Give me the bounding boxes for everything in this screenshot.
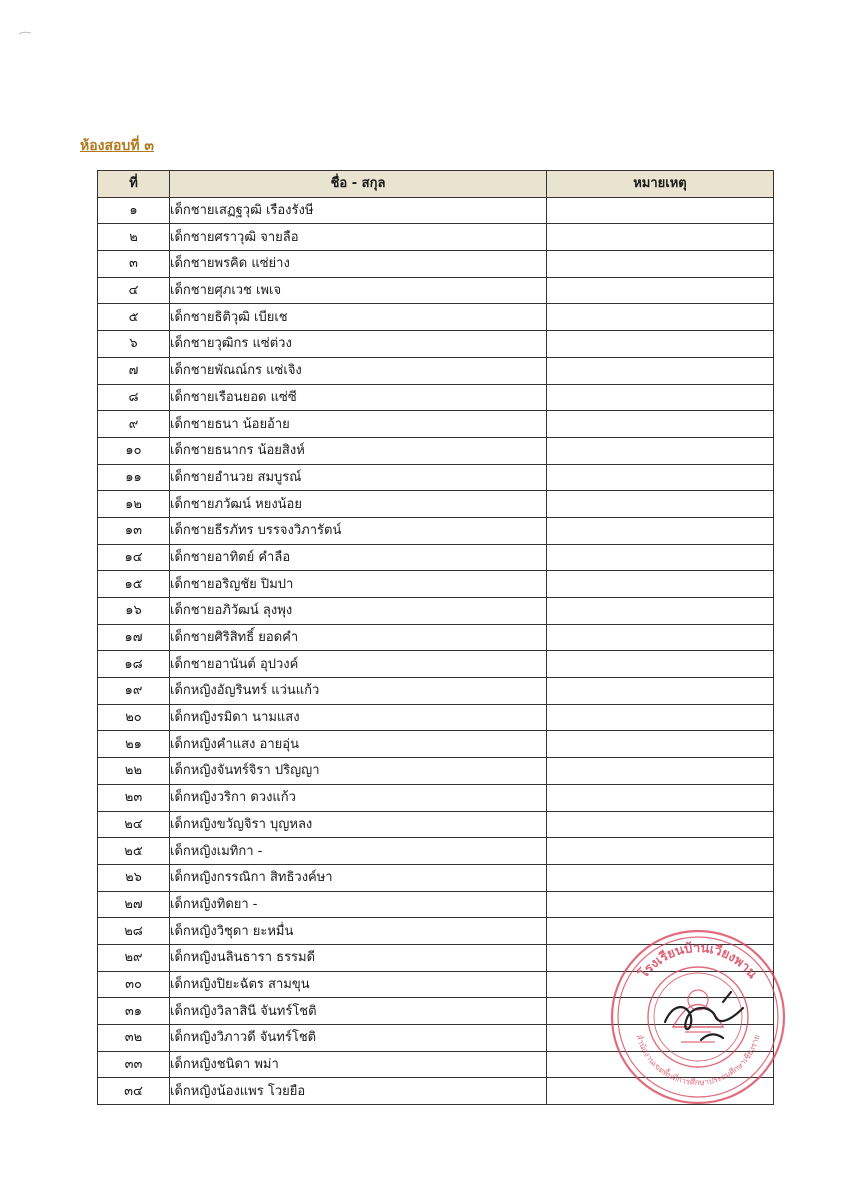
remark-cell xyxy=(547,331,774,358)
header-name: ชื่อ - สกุล xyxy=(170,171,547,198)
remark-cell xyxy=(547,838,774,865)
row-number: ๑๙ xyxy=(98,678,170,705)
student-name: เด็กหญิงชนิดา พม่า xyxy=(170,1051,547,1078)
table-row xyxy=(98,544,774,571)
row-number: ๖ xyxy=(98,331,170,358)
student-name: เด็กหญิงรมิดา นามแสง xyxy=(170,704,547,731)
remark-cell xyxy=(547,491,774,518)
table-row xyxy=(98,251,774,278)
table-row xyxy=(98,811,774,838)
remark-cell xyxy=(547,304,774,331)
remark-cell xyxy=(547,384,774,411)
header-note: หมายเหตุ xyxy=(547,171,774,198)
row-number: ๒๘ xyxy=(98,918,170,945)
remark-cell xyxy=(547,571,774,598)
student-name: เด็กชายธนากร น้อยสิงห์ xyxy=(170,437,547,464)
row-number: ๓๓ xyxy=(98,1051,170,1078)
remark-cell xyxy=(547,357,774,384)
student-name: เด็กหญิงทิดยา - xyxy=(170,891,547,918)
row-number: ๓๑ xyxy=(98,998,170,1025)
student-name: เด็กหญิงคำแสง อายอุ่น xyxy=(170,731,547,758)
remark-cell xyxy=(547,758,774,785)
table-row xyxy=(98,517,774,544)
table-row xyxy=(98,464,774,491)
student-name: เด็กหญิงเมทิกา - xyxy=(170,838,547,865)
table-row xyxy=(98,704,774,731)
student-name: เด็กหญิงวิภาวดี จันทร์โชติ xyxy=(170,1025,547,1052)
table-row xyxy=(98,357,774,384)
row-number: ๕ xyxy=(98,304,170,331)
remark-cell xyxy=(547,411,774,438)
remark-cell xyxy=(547,437,774,464)
table-row xyxy=(98,838,774,865)
row-number: ๑๒ xyxy=(98,491,170,518)
row-number: ๒๕ xyxy=(98,838,170,865)
row-number: ๑๗ xyxy=(98,624,170,651)
student-name: เด็กหญิงจันทร์จิรา ปริญญา xyxy=(170,758,547,785)
row-number: ๓๔ xyxy=(98,1078,170,1105)
remark-cell xyxy=(547,251,774,278)
table-row xyxy=(98,197,774,224)
student-name: เด็กชายเสฏฐวุฒิ เรืองรังษี xyxy=(170,197,547,224)
row-number: ๙ xyxy=(98,411,170,438)
student-name: เด็กชายศิริสิทธิ์ ยอดคำ xyxy=(170,624,547,651)
table-row xyxy=(98,277,774,304)
remark-cell xyxy=(547,224,774,251)
row-number: ๒๗ xyxy=(98,891,170,918)
student-name: เด็กหญิงวิชุดา ยะหมื่น xyxy=(170,918,547,945)
row-number: ๔ xyxy=(98,277,170,304)
header-number: ที่ xyxy=(98,171,170,198)
student-name: เด็กชายพรคิด แซ่ย่าง xyxy=(170,251,547,278)
svg-text:โรงเรียนบ้านเวียงพาน xyxy=(634,940,759,982)
row-number: ๒๖ xyxy=(98,864,170,891)
remark-cell xyxy=(547,624,774,651)
student-name: เด็กหญิงกรรณิกา สิทธิวงค์ษา xyxy=(170,864,547,891)
remark-cell xyxy=(547,464,774,491)
student-name: เด็กชายอริญชัย ปิมปา xyxy=(170,571,547,598)
remark-cell xyxy=(547,731,774,758)
remark-cell xyxy=(547,864,774,891)
row-number: ๑๑ xyxy=(98,464,170,491)
student-name: เด็กชายภวัฒน์ หยงน้อย xyxy=(170,491,547,518)
row-number: ๑๐ xyxy=(98,437,170,464)
remark-cell xyxy=(547,517,774,544)
student-name: เด็กชายอานันต์ อุปวงค์ xyxy=(170,651,547,678)
table-row xyxy=(98,224,774,251)
table-row xyxy=(98,624,774,651)
row-number: ๑๕ xyxy=(98,571,170,598)
table-row xyxy=(98,571,774,598)
remark-cell xyxy=(547,784,774,811)
row-number: ๑๔ xyxy=(98,544,170,571)
remark-cell xyxy=(547,811,774,838)
student-name: เด็กหญิงนลินธารา ธรรมดี xyxy=(170,944,547,971)
row-number: ๒๑ xyxy=(98,731,170,758)
row-number: ๒๒ xyxy=(98,758,170,785)
remark-cell xyxy=(547,197,774,224)
student-name: เด็กชายธิติวุฒิ เบียเช xyxy=(170,304,547,331)
student-name: เด็กชายธนา น้อยอ้าย xyxy=(170,411,547,438)
row-number: ๒ xyxy=(98,224,170,251)
table-row xyxy=(98,891,774,918)
signature-icon xyxy=(665,992,743,1040)
table-row xyxy=(98,331,774,358)
student-name: เด็กชายอาทิตย์ คำลือ xyxy=(170,544,547,571)
row-number: ๗ xyxy=(98,357,170,384)
student-name: เด็กชายศราวุฒิ จายลือ xyxy=(170,224,547,251)
school-seal-stamp xyxy=(603,922,793,1112)
row-number: ๑๓ xyxy=(98,517,170,544)
student-name: เด็กชายอภิวัฒน์ ลุงพุง xyxy=(170,598,547,625)
student-name: เด็กหญิงปิยะฉัตร สามขุน xyxy=(170,971,547,998)
row-number: ๒๙ xyxy=(98,944,170,971)
row-number: ๒๐ xyxy=(98,704,170,731)
remark-cell xyxy=(547,891,774,918)
student-name: เด็กชายธีรภัทร บรรจงวิภารัตน์ xyxy=(170,517,547,544)
table-row xyxy=(98,731,774,758)
table-row xyxy=(98,864,774,891)
table-row xyxy=(98,784,774,811)
table-row xyxy=(98,651,774,678)
student-name: เด็กชายอำนวย สมบูรณ์ xyxy=(170,464,547,491)
remark-cell xyxy=(547,544,774,571)
student-name: เด็กชายเรือนยอด แซ่ซี xyxy=(170,384,547,411)
table-header-row xyxy=(98,171,774,198)
row-number: ๒๓ xyxy=(98,784,170,811)
row-number: ๓๒ xyxy=(98,1025,170,1052)
student-name: เด็กชายพัณณ์กร แซ่เจิง xyxy=(170,357,547,384)
scan-mark xyxy=(18,30,32,36)
row-number: ๑๖ xyxy=(98,598,170,625)
table-row xyxy=(98,491,774,518)
student-name: เด็กชายวุฒิกร แซ่ต่วง xyxy=(170,331,547,358)
remark-cell xyxy=(547,651,774,678)
row-number: ๒๔ xyxy=(98,811,170,838)
remark-cell xyxy=(547,678,774,705)
table-row xyxy=(98,598,774,625)
table-row xyxy=(98,411,774,438)
student-name: เด็กชายศุภเวช เพเจ xyxy=(170,277,547,304)
table-row xyxy=(98,384,774,411)
remark-cell xyxy=(547,277,774,304)
row-number: ๓ xyxy=(98,251,170,278)
seal-text-bottom: สำนักงานเขตพื้นที่การศึกษาประถมศึกษาเชียงราย xyxy=(634,1033,762,1088)
table-row xyxy=(98,437,774,464)
row-number: ๓๐ xyxy=(98,971,170,998)
page-heading: ห้องสอบที่ ๓ xyxy=(80,138,154,154)
table-row xyxy=(98,758,774,785)
table-row xyxy=(98,304,774,331)
remark-cell xyxy=(547,704,774,731)
student-name: เด็กหญิงน้องแพร โวยยือ xyxy=(170,1078,547,1105)
student-name: เด็กหญิงวริกา ดวงแก้ว xyxy=(170,784,547,811)
seal-text-top: โรงเรียนบ้านเวียงพาน xyxy=(636,940,760,982)
remark-cell xyxy=(547,598,774,625)
row-number: ๑ xyxy=(98,197,170,224)
row-number: ๑๘ xyxy=(98,651,170,678)
table-row xyxy=(98,678,774,705)
student-name: เด็กหญิงวิลาสินี จันทร์โชติ xyxy=(170,998,547,1025)
student-name: เด็กหญิงขวัญจิรา บุญหลง xyxy=(170,811,547,838)
student-name: เด็กหญิงอัญรินทร์ แว่นแก้ว xyxy=(170,678,547,705)
row-number: ๘ xyxy=(98,384,170,411)
